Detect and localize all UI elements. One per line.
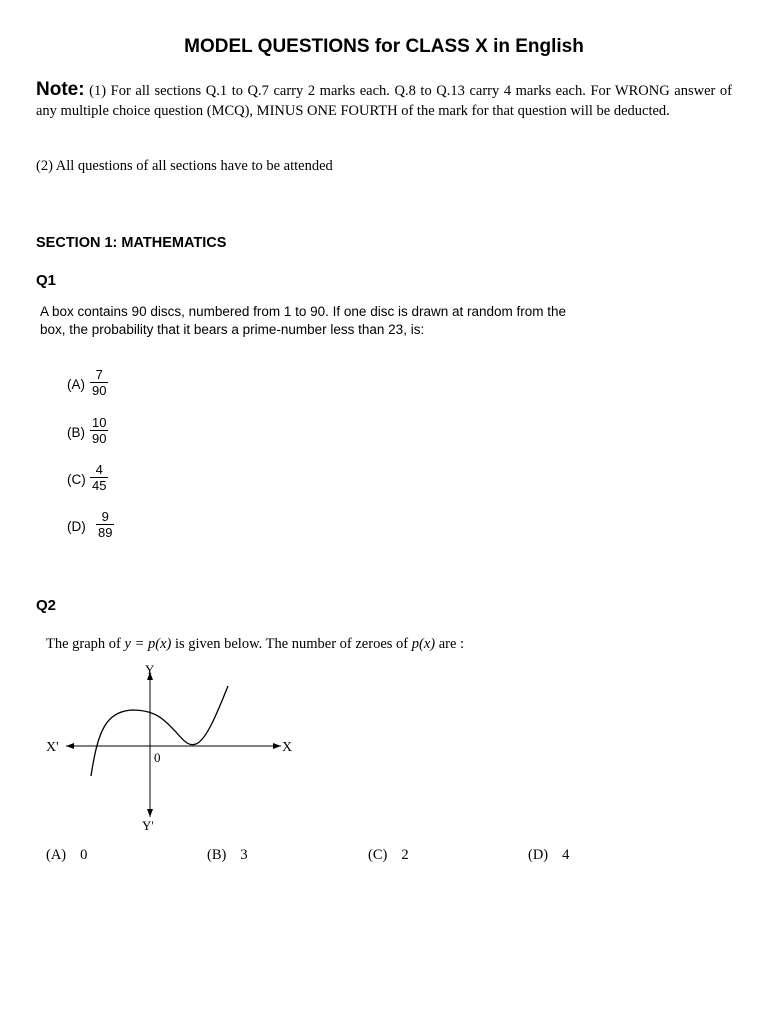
option-label: (B) [207, 847, 227, 863]
q2-text-post: are : [435, 636, 465, 652]
option-label: (A) [46, 847, 67, 863]
y-neg-label: Y' [142, 818, 154, 833]
q2-option-b[interactable] [207, 847, 248, 864]
q2-option-d[interactable] [528, 847, 569, 864]
question-label-q2: Q2 [36, 597, 57, 614]
x-neg-label: X' [46, 740, 59, 755]
q2-text-pre: The graph of [46, 636, 125, 652]
x-axis-left-arrow [66, 743, 74, 749]
q2-option-c[interactable] [368, 847, 409, 864]
q2-text-mid: is given below. The number of zeroes of [171, 636, 412, 652]
polynomial-graph [36, 660, 316, 840]
option-value: 0 [80, 847, 88, 863]
section-heading: SECTION 1: MATHEMATICS [36, 235, 227, 251]
x-axis-label: X [282, 740, 293, 755]
option-label: (B) [67, 425, 85, 440]
note-label: Note: [36, 79, 85, 100]
q2-expression-2: p(x) [411, 636, 436, 652]
fraction-denominator: 90 [92, 383, 107, 398]
fraction [96, 509, 114, 540]
note-line-2: (2) All questions of all sections have to be attended [36, 158, 333, 174]
x-axis-right-arrow [273, 743, 281, 749]
option-value: 3 [240, 847, 248, 863]
fraction-numerator: 10 [92, 415, 107, 430]
question-text-q2 [46, 636, 464, 653]
fraction-numerator: 4 [95, 462, 103, 477]
origin-label: 0 [154, 750, 161, 765]
option-label: (C) [67, 472, 86, 487]
question-label-q1: Q1 [36, 272, 57, 289]
q2-expression: y = p(x) [124, 636, 172, 652]
page-title: MODEL QUESTIONS for CLASS X in English [184, 36, 584, 57]
question-text-q1: A box contains 90 discs, numbered from 1 to 90. If one disc is drawn at random from the box, the probability that it bears a prime-number less than 23, is: [40, 304, 567, 337]
fraction [90, 415, 108, 446]
fraction-denominator: 89 [98, 525, 113, 540]
fraction-numerator: 9 [101, 509, 109, 524]
fraction-numerator: 7 [95, 367, 103, 382]
note-paragraph [36, 80, 732, 121]
option-value: 2 [401, 847, 409, 863]
option-label: (C) [368, 847, 388, 863]
fraction-denominator: 90 [92, 431, 107, 446]
fraction [90, 367, 108, 398]
y-axis-down-arrow [147, 809, 153, 817]
option-label: (A) [67, 377, 85, 392]
y-axis-label: Y [145, 662, 155, 677]
fraction-denominator: 45 [92, 478, 107, 493]
option-label: (D) [528, 847, 549, 863]
fraction [90, 462, 108, 493]
option-label: (D) [67, 519, 86, 534]
q2-option-a[interactable] [46, 847, 87, 864]
note-line-1: (1) For all sections Q.1 to Q.7 carry 2 marks each. Q.8 to Q.13 carry 4 marks each. For WRONG answer of any multiple choice question (MCQ), MINUS ONE FOURTH of the mark for that question will be deducted. [36, 83, 733, 119]
option-value: 4 [562, 847, 570, 863]
